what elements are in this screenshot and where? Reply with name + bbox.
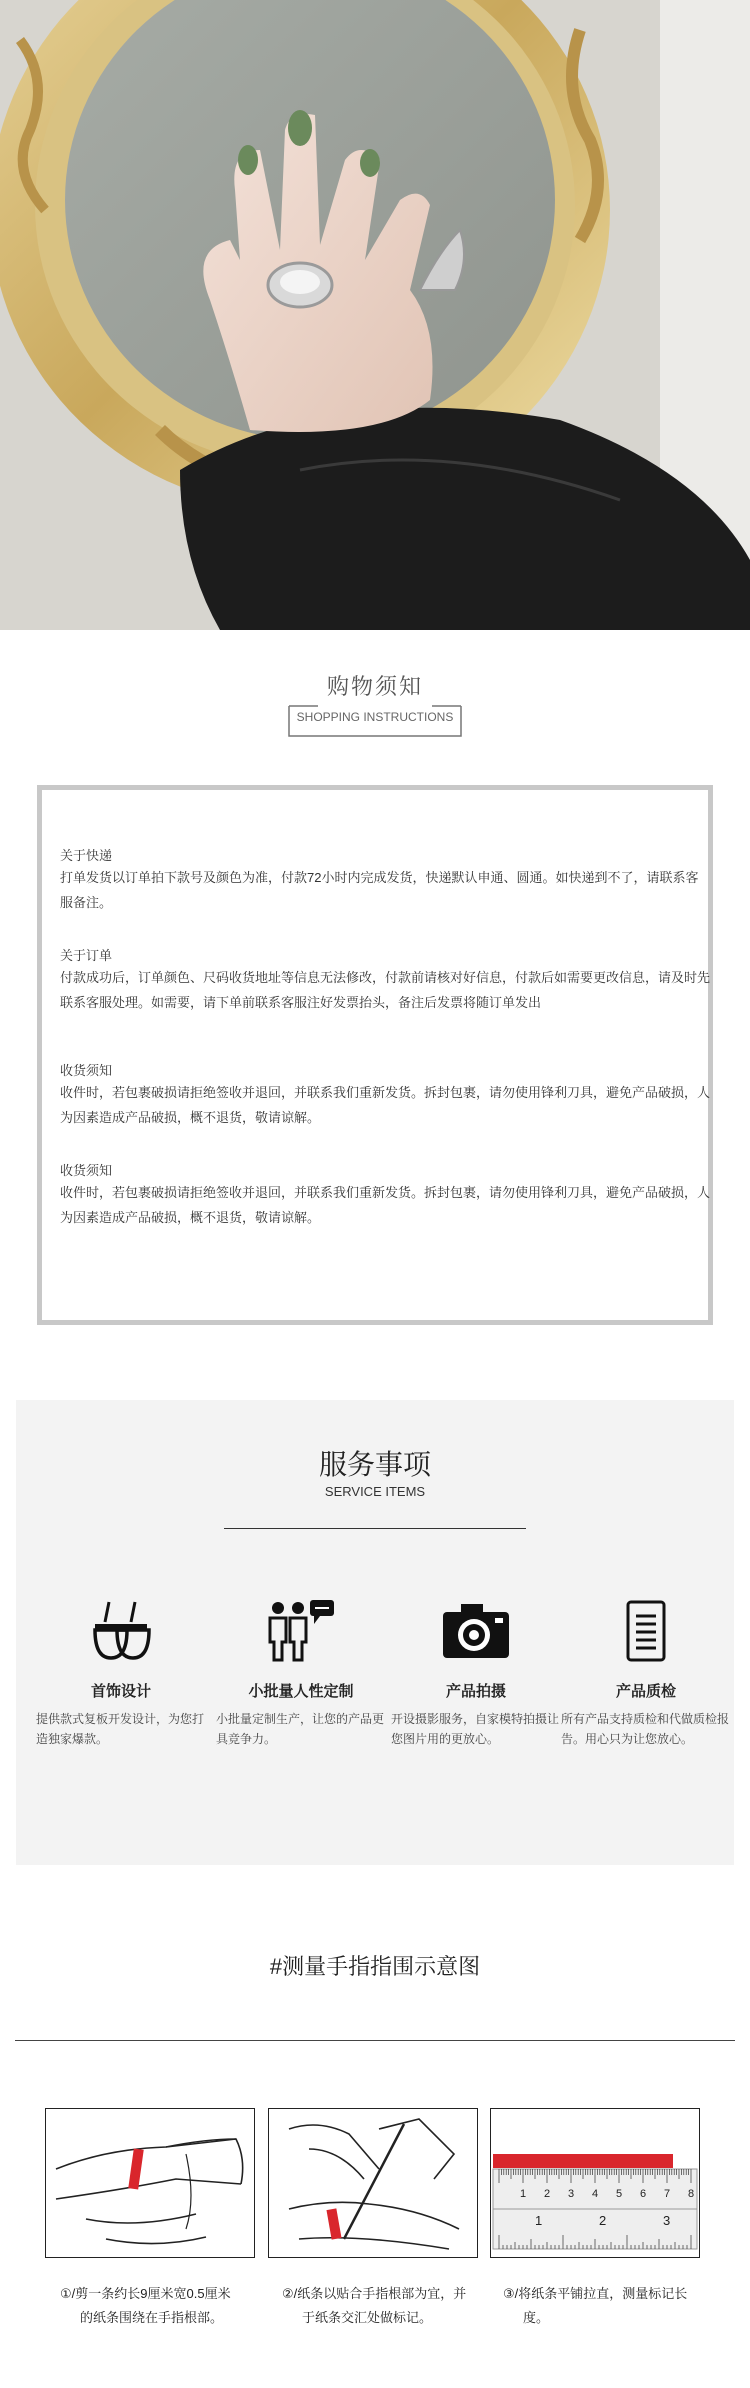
info-heading: 关于快递 xyxy=(60,848,113,863)
step-caption-line: ②/纸条以贴合手指根部为宜，并 xyxy=(282,2286,467,2301)
step-caption xyxy=(60,2282,231,2330)
earring-icon xyxy=(91,1600,151,1662)
service-name: 产品拍摄 xyxy=(445,1683,506,1700)
divider xyxy=(15,2040,735,2041)
hero-photo xyxy=(0,0,750,630)
info-body: 打单发货以订单拍下款号及颜色为准，付款72小时内完成发货，快递默认申通、圆通。如快递到不了，请联系客服备注。 xyxy=(60,870,699,910)
step-caption xyxy=(503,2282,687,2330)
divider xyxy=(224,1528,526,1529)
shopping-subtitle: SHOPPING INSTRUCTIONS xyxy=(296,710,454,724)
service-name: 产品质检 xyxy=(615,1683,676,1700)
service-desc: 提供款式复板开发设计，为您打造独家爆款。 xyxy=(36,1712,205,1746)
step-caption-line: 度。 xyxy=(523,2310,550,2325)
step-caption-line: ①/剪一条约长9厘米宽0.5厘米 xyxy=(60,2286,231,2301)
service-item xyxy=(36,1600,206,1749)
step-illustration xyxy=(46,2109,255,2258)
service-item xyxy=(391,1600,561,1749)
info-body: 收件时，若包裹破损请拒绝签收并退回，并联系我们重新发货。拆封包裹，请勿使用锋利刀具，避免产品破损，人为因素造成产品破损，概不退货，敬请谅解。 xyxy=(60,1185,711,1225)
service-desc: 开设摄影服务，自家模特拍摄让您图片用的更放心。 xyxy=(391,1712,560,1746)
ruler-number: 3 xyxy=(663,2213,671,2228)
services-section xyxy=(16,1400,734,1865)
measure-title: #测量手指指围示意图 xyxy=(269,1954,481,1979)
ruler-number: 2 xyxy=(544,2188,551,2200)
checklist-icon xyxy=(616,1600,676,1662)
ruler-number: 1 xyxy=(535,2213,543,2228)
shopping-title: 购物须知 xyxy=(326,674,423,699)
shopping-subtitle-frame xyxy=(288,698,462,738)
ruler-number: 4 xyxy=(592,2188,599,2200)
ruler-number: 1 xyxy=(520,2188,527,2200)
service-name: 小批量人性定制 xyxy=(248,1683,354,1700)
services-title: 服务事项 xyxy=(318,1449,431,1480)
step-illustration xyxy=(269,2109,478,2258)
ruler-number: 6 xyxy=(640,2188,647,2200)
step-caption-line: 的纸条围绕在手指根部。 xyxy=(80,2310,224,2325)
info-body: 付款成功后，订单颜色、尺码收货地址等信息无法修改，付款前请核对好信息，付款后如需要更改信息，请及时先联系客服处理。如需要，请下单前联系客服注好发票抬头，备注后发票将随订单发出 xyxy=(60,970,711,1010)
service-desc: 小批量定制生产，让您的产品更具竞争力。 xyxy=(216,1712,385,1746)
step-illustration-wrap xyxy=(268,2108,478,2258)
service-name: 首饰设计 xyxy=(90,1683,151,1700)
camera-icon xyxy=(441,1600,511,1662)
hand-ring-illustration xyxy=(0,0,750,630)
info-heading: 关于订单 xyxy=(60,948,113,963)
ruler-number: 3 xyxy=(568,2188,575,2200)
ruler-number: 2 xyxy=(599,2213,607,2228)
info-heading: 收货须知 xyxy=(60,1063,113,1078)
ruler-number: 5 xyxy=(616,2188,623,2200)
service-item xyxy=(216,1600,386,1749)
ruler-number: 7 xyxy=(664,2188,671,2200)
info-heading: 收货须知 xyxy=(60,1163,113,1178)
service-desc: 所有产品支持质检和代做质检报告。用心只为让您放心。 xyxy=(561,1712,730,1746)
step-caption-line: ③/将纸条平铺拉直，测量标记长 xyxy=(503,2286,688,2301)
services-subtitle: SERVICE ITEMS xyxy=(324,1484,426,1499)
info-body: 收件时，若包裹破损请拒绝签收并退回，并联系我们重新发货。拆封包裹，请勿使用锋利刀具，避免产品破损，人为因素造成产品破损，概不退货，敬请谅解。 xyxy=(60,1085,711,1125)
service-item xyxy=(561,1600,731,1749)
step-illustration-wrap xyxy=(45,2108,255,2258)
ruler-number: 8 xyxy=(688,2188,695,2200)
people-chat-icon xyxy=(266,1600,336,1662)
step-illustration-wrap xyxy=(490,2108,700,2258)
ruler-illustration xyxy=(491,2109,700,2258)
instructions-box xyxy=(37,785,713,1325)
step-caption-line: 于纸条交汇处做标记。 xyxy=(302,2310,433,2325)
step-caption xyxy=(282,2282,466,2330)
